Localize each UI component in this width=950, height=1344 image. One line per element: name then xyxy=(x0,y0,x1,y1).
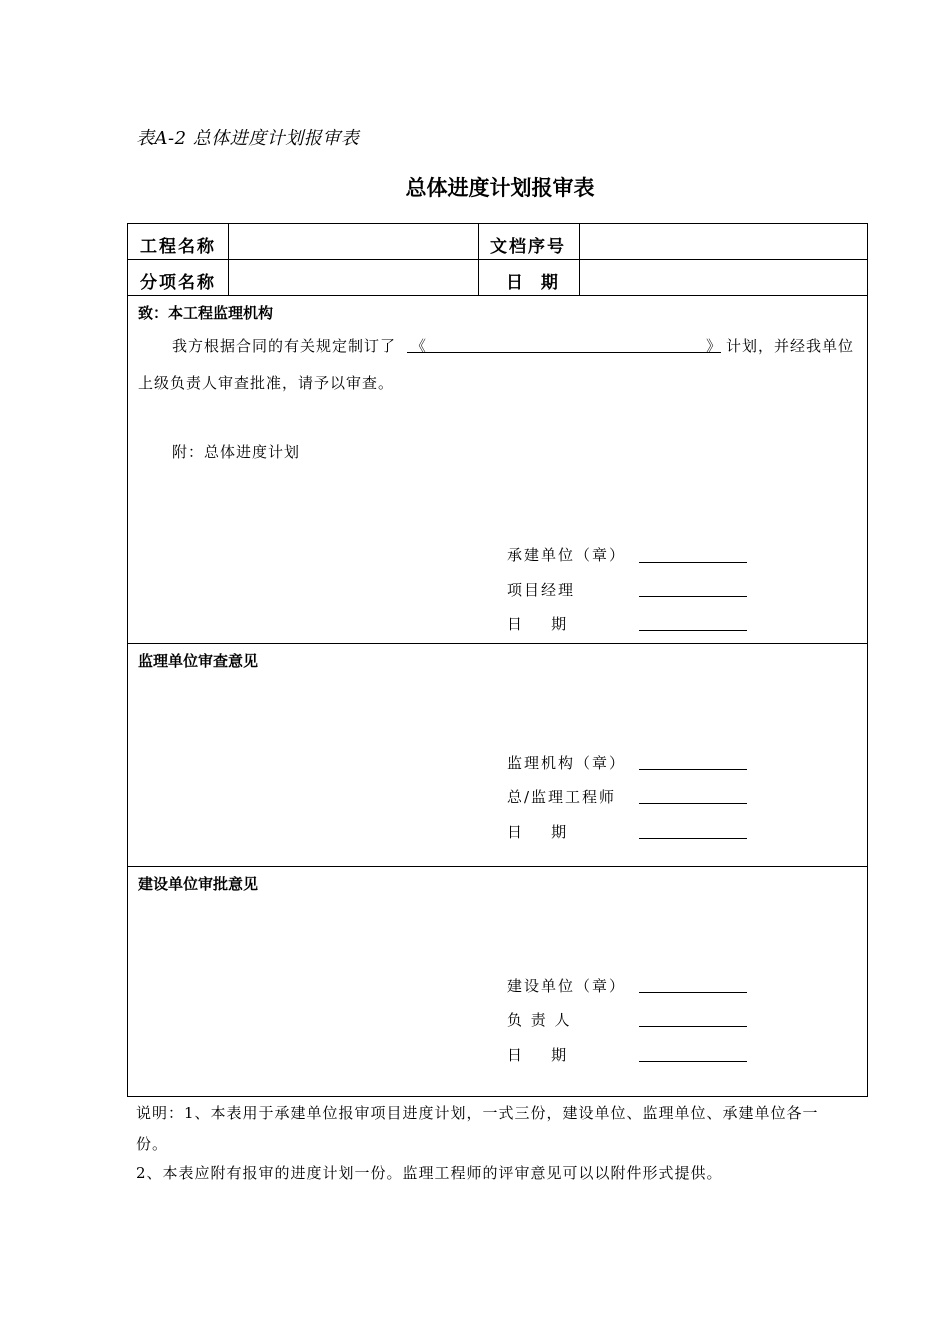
header-col-divider-1 xyxy=(228,224,229,295)
header-date-field[interactable] xyxy=(581,261,866,294)
addressee-heading: 致：本工程监理机构 xyxy=(138,304,274,322)
contractor-seal-line[interactable] xyxy=(639,562,747,563)
note-line-2: 2、本表应附有报审的进度计划一份。监理工程师的评审意见可以以附件形式提供。 xyxy=(136,1164,723,1182)
note-line-1: 说明：1、本表用于承建单位报审项目进度计划，一式三份，建设单位、监理单位、承建单位各一 xyxy=(136,1104,819,1122)
doc-no-field[interactable] xyxy=(581,225,866,258)
table-caption: 表A-2 总体进度计划报审表 xyxy=(136,128,360,149)
doc-no-label: 文档序号 xyxy=(490,237,566,257)
supervision-seal-line[interactable] xyxy=(639,769,747,770)
chief-engineer-line[interactable] xyxy=(639,803,747,804)
bracket-open: 《 xyxy=(411,337,428,355)
bracket-close: 》 xyxy=(706,337,723,355)
owner-date-label: 日 期 xyxy=(507,1046,569,1064)
owner-seal-line[interactable] xyxy=(639,992,747,993)
project-manager-label: 项目经理 xyxy=(507,581,576,599)
plan-name-field[interactable] xyxy=(407,334,721,353)
submission-text-before: 我方根据合同的有关规定制订了 xyxy=(172,337,397,355)
section-divider-1 xyxy=(128,643,867,644)
chief-engineer-label: 总/监理工程师 xyxy=(507,788,617,806)
owner-date-line[interactable] xyxy=(639,1061,747,1062)
submission-text-after: 计划，并经我单位 xyxy=(726,337,855,355)
submission-date-label: 日 期 xyxy=(507,615,569,633)
header-col-divider-2 xyxy=(478,224,479,295)
project-name-field[interactable] xyxy=(230,225,476,258)
owner-seal-label: 建设单位（章） xyxy=(507,977,627,995)
project-manager-line[interactable] xyxy=(639,596,747,597)
responsible-person-line[interactable] xyxy=(639,1026,747,1027)
supervision-heading: 监理单位审查意见 xyxy=(138,652,259,670)
submission-text-line2: 上级负责人审查批准，请予以审查。 xyxy=(138,374,395,392)
project-name-label: 工程名称 xyxy=(140,237,216,257)
attachment-note: 附：总体进度计划 xyxy=(172,443,301,461)
header-row-divider xyxy=(128,259,867,260)
section-divider-2 xyxy=(128,866,867,867)
sub-item-field[interactable] xyxy=(230,261,476,294)
sub-item-label: 分项名称 xyxy=(140,273,216,293)
header-col-divider-3 xyxy=(579,224,580,295)
supervision-seal-label: 监理机构（章） xyxy=(507,754,627,772)
supervision-date-line[interactable] xyxy=(639,838,747,839)
contractor-seal-label: 承建单位（章） xyxy=(507,546,627,564)
page-title: 总体进度计划报审表 xyxy=(405,176,595,200)
header-date-label: 日 期 xyxy=(506,273,560,293)
supervision-date-label: 日 期 xyxy=(507,823,569,841)
submission-date-line[interactable] xyxy=(639,630,747,631)
note-line-1-cont: 份。 xyxy=(136,1135,169,1153)
owner-heading: 建设单位审批意见 xyxy=(138,875,259,893)
responsible-person-label: 负 责 人 xyxy=(507,1011,572,1029)
header-bottom-divider xyxy=(128,295,867,296)
approval-form xyxy=(127,223,868,1097)
